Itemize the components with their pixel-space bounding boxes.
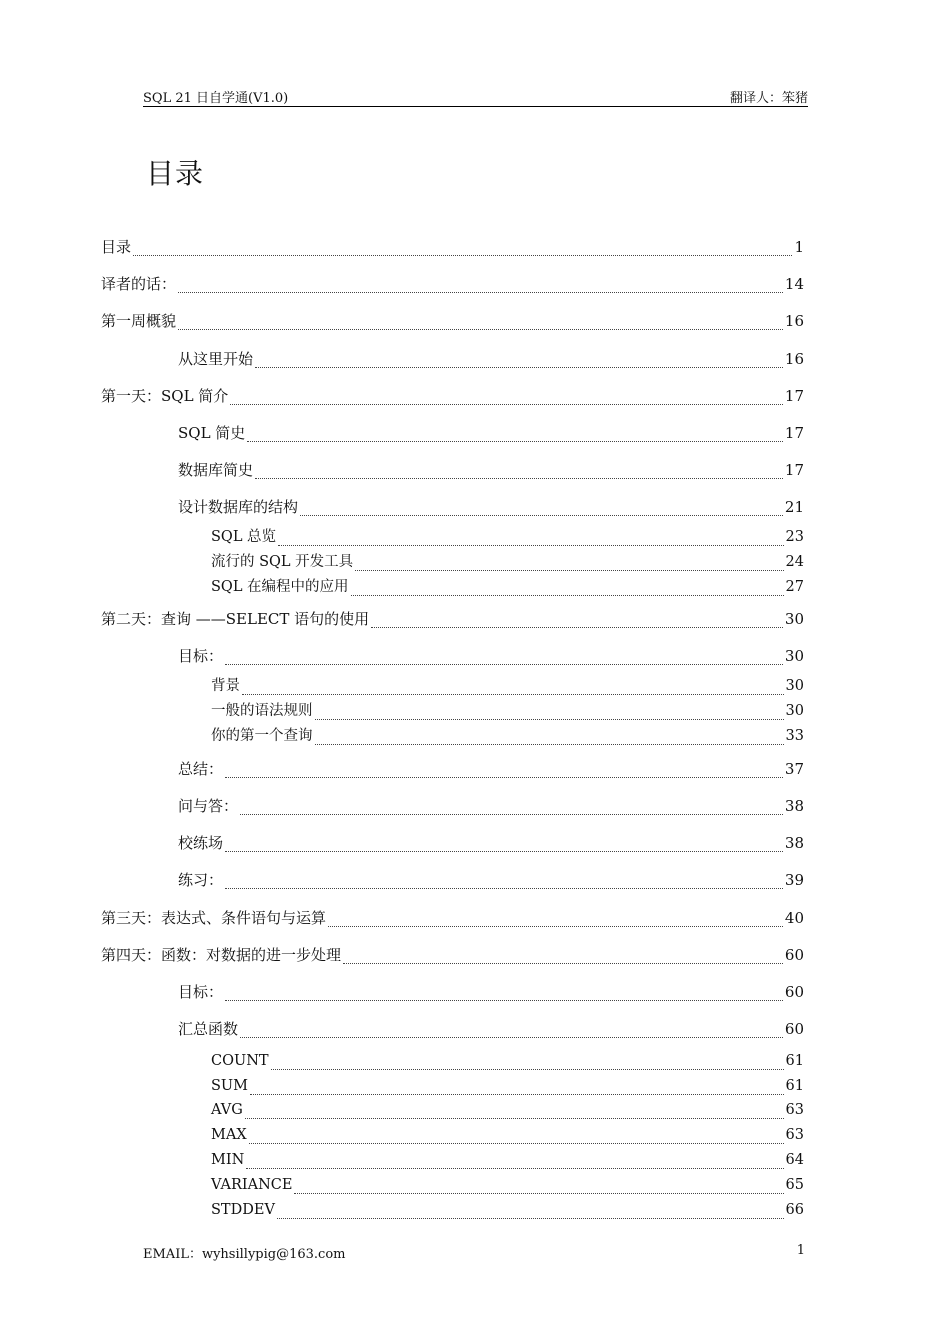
toc-entry-title: 目标： (178, 983, 224, 1001)
toc-entry-title: MIN (211, 1152, 245, 1168)
toc-entry-page: 38 (784, 834, 804, 852)
toc-entry-title: 目录 (101, 238, 132, 256)
toc-entry-page: 39 (784, 871, 804, 889)
toc-entry[interactable] (178, 1020, 804, 1038)
toc-entry[interactable] (178, 983, 804, 1001)
toc-entry-title: COUNT (211, 1053, 269, 1069)
toc-dot-leader (225, 764, 783, 778)
toc-dot-leader (225, 875, 783, 889)
toc-dot-leader (240, 801, 783, 815)
toc-entry-page: 1 (794, 238, 804, 256)
toc-dot-leader (246, 1155, 783, 1169)
toc-entry[interactable] (211, 1176, 804, 1194)
toc-entry-title: 从这里开始 (178, 350, 254, 368)
toc-entry-page: 17 (784, 387, 804, 405)
toc-entry-title: 问与答： (178, 797, 239, 815)
toc-entry-page: 33 (785, 728, 804, 744)
toc-entry[interactable] (211, 1201, 804, 1219)
toc-entry[interactable] (211, 702, 804, 720)
page-title: 目录 (146, 157, 205, 190)
toc-dot-leader (278, 532, 783, 546)
toc-entry[interactable] (211, 1126, 804, 1144)
toc-entry-page: 61 (785, 1053, 804, 1069)
toc-dot-leader (343, 950, 783, 964)
toc-entry-title: 数据库简史 (178, 461, 254, 479)
toc-entry-page: 16 (784, 312, 804, 330)
toc-entry-page: 63 (785, 1102, 804, 1118)
toc-dot-leader (300, 502, 783, 516)
toc-entry[interactable] (101, 946, 804, 964)
toc-entry-title: 译者的话： (101, 275, 177, 293)
toc-entry-title: 背景 (211, 678, 240, 694)
toc-dot-leader (371, 614, 783, 628)
toc-entry[interactable] (211, 528, 804, 546)
toc-dot-leader (294, 1180, 783, 1194)
toc-dot-leader (351, 582, 784, 596)
toc-entry[interactable] (211, 727, 804, 745)
toc-dot-leader (247, 428, 783, 442)
toc-entry-title: 第一周概貌 (101, 312, 177, 330)
toc-entry-title: SUM (211, 1078, 249, 1094)
toc-entry[interactable] (211, 677, 804, 695)
toc-entry-page: 30 (785, 703, 804, 719)
toc-entry[interactable] (178, 424, 804, 442)
toc-entry[interactable] (211, 578, 804, 596)
toc-dot-leader (277, 1205, 784, 1219)
toc-entry-page: 63 (785, 1127, 804, 1143)
toc-dot-leader (255, 465, 783, 479)
toc-entry-page: 37 (784, 760, 804, 778)
toc-entry-page: 60 (784, 946, 804, 964)
toc-entry[interactable] (211, 1052, 804, 1070)
header-translator: 翻译人：笨猪 (729, 91, 808, 106)
toc-entry[interactable] (101, 312, 804, 330)
toc-dot-leader (178, 279, 783, 293)
toc-entry[interactable] (101, 387, 804, 405)
toc-dot-leader (242, 681, 784, 695)
toc-entry[interactable] (178, 797, 804, 815)
toc-entry-page: 17 (784, 461, 804, 479)
toc-entry-page: 60 (784, 1020, 804, 1038)
toc-entry-page: 61 (785, 1078, 804, 1094)
toc-entry[interactable] (101, 275, 804, 293)
footer-email: EMAIL：wyhsillypig@163.com (143, 1247, 346, 1262)
toc-entry-page: 24 (785, 554, 804, 570)
toc-entry-title: 第一天：SQL 简介 (101, 387, 229, 405)
toc-entry[interactable] (211, 1101, 804, 1119)
header-title: SQL 21 日自学通(V1.0) (143, 91, 289, 106)
toc-entry-page: 40 (784, 909, 804, 927)
toc-dot-leader (315, 706, 784, 720)
toc-dot-leader (178, 316, 783, 330)
toc-entry[interactable] (211, 1077, 804, 1095)
toc-entry-page: 30 (784, 610, 804, 628)
toc-entry[interactable] (178, 461, 804, 479)
toc-dot-leader (225, 838, 783, 852)
toc-entry-title: 一般的语法规则 (211, 703, 313, 719)
toc-entry-title: 第三天：表达式、条件语句与运算 (101, 909, 327, 927)
toc-dot-leader (271, 1056, 784, 1070)
toc-entry-page: 14 (784, 275, 804, 293)
toc-entry-page: 60 (784, 983, 804, 1001)
toc-dot-leader (315, 731, 784, 745)
toc-entry-page: 65 (785, 1177, 804, 1193)
page-footer (143, 1243, 808, 1261)
toc-entry[interactable] (178, 647, 804, 665)
toc-dot-leader (133, 242, 792, 256)
toc-entry-title: MAX (211, 1127, 247, 1143)
toc-entry[interactable] (101, 610, 804, 628)
toc-entry[interactable] (178, 834, 804, 852)
toc-dot-leader (225, 987, 783, 1001)
toc-entry-title: 汇总函数 (178, 1020, 239, 1038)
toc-entry-page: 16 (784, 350, 804, 368)
toc-entry-title: 第四天：函数：对数据的进一步处理 (101, 946, 342, 964)
toc-entry[interactable] (178, 760, 804, 778)
toc-entry-page: 17 (784, 424, 804, 442)
toc-dot-leader (230, 391, 783, 405)
toc-entry-page: 66 (785, 1202, 804, 1218)
toc-entry[interactable] (178, 871, 804, 889)
toc-entry-title: SQL 总览 (211, 529, 277, 545)
toc-entry-title: 流行的 SQL 开发工具 (211, 554, 354, 570)
toc-dot-leader (240, 1024, 783, 1038)
toc-dot-leader (225, 651, 783, 665)
toc-entry-page: 38 (784, 797, 804, 815)
toc-entry-title: STDDEV (211, 1202, 275, 1218)
footer-page-number: 1 (796, 1243, 805, 1258)
toc-entry[interactable] (211, 553, 804, 571)
toc-dot-leader (255, 354, 783, 368)
toc-entry-title: 校练场 (178, 834, 224, 852)
toc-entry-title: AVG (211, 1102, 243, 1118)
toc-entry-page: 30 (785, 678, 804, 694)
toc-entry-title: 你的第一个查询 (211, 728, 313, 744)
toc-entry[interactable] (178, 498, 804, 516)
toc-entry-title: 设计数据库的结构 (178, 498, 299, 516)
toc-entry-title: 第二天：查询 ——SELECT 语句的使用 (101, 610, 370, 628)
toc-entry-title: VARIANCE (211, 1177, 293, 1193)
toc-entry-title: 目标： (178, 647, 224, 665)
toc-dot-leader (250, 1081, 784, 1095)
toc-entry-page: 23 (785, 529, 804, 545)
toc-dot-leader (249, 1130, 784, 1144)
toc-entry-page: 27 (785, 579, 804, 595)
toc-entry[interactable] (211, 1151, 804, 1169)
toc-entry-page: 30 (784, 647, 804, 665)
toc-entry[interactable] (101, 238, 804, 256)
toc-dot-leader (328, 913, 783, 927)
toc-entry-page: 21 (784, 498, 804, 516)
toc-entry-title: SQL 简史 (178, 424, 246, 442)
toc-entry[interactable] (178, 350, 804, 368)
toc-entry-title: SQL 在编程中的应用 (211, 579, 349, 595)
toc-entry[interactable] (101, 909, 804, 927)
toc-dot-leader (245, 1105, 784, 1119)
toc-entry-title: 总结： (178, 760, 224, 778)
toc-entry-title: 练习： (178, 871, 224, 889)
toc-dot-leader (355, 557, 783, 571)
toc-entry-page: 64 (785, 1152, 804, 1168)
